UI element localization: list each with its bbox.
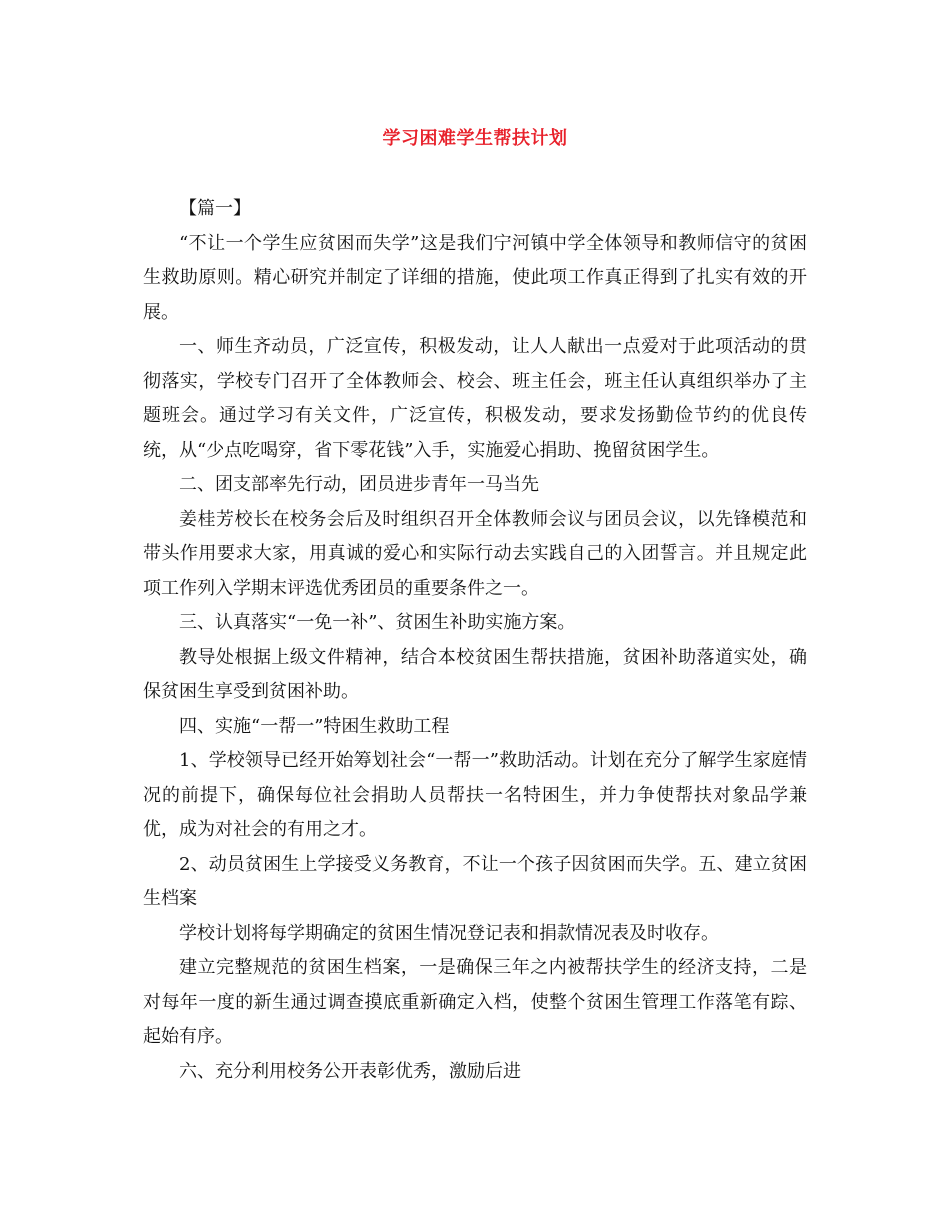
paragraph-intro: “不让一个学生应贫困而失学”这是我们宁河镇中学全体领导和教师信守的贫困生救助原则。精心研究并制定了详细的措施，使此项工作真正得到了扎实有效的开展。: [143, 232, 807, 323]
heading-one-help-one: 四、实施“一帮一”特困生救助工程: [179, 715, 450, 737]
heading-commendation: 六、充分利用校务公开表彰优秀，激励后进: [179, 1060, 521, 1082]
section-label: 【篇一】: [179, 198, 251, 219]
paragraph-subsidy: 教导处根据上级文件精神，结合本校贫困生帮扶措施，贫困补助落道实处，确保贫困生享受到贫困补助。: [143, 646, 807, 702]
paragraph-records-1: 学校计划将每学期确定的贫困生情况登记表和捐款情况表及时收存。: [179, 922, 719, 944]
heading-subsidy: 三、认真落实“一免一补”、贫困生补助实施方案。: [179, 612, 576, 633]
document-body: [143, 192, 807, 1089]
paragraph-mobilize: 一、师生齐动员，广泛宣传，积极发动，让人人献出一点爱对于此项活动的贯彻落实，学校专门召开了全体教师会、校会、班主任会，班主任认真组织举办了主题班会。通过学习有关文件，广泛宣传，积极发动，要求发扬勤俭节约的优良传统，从“少点吃喝穿，省下零花钱”入手，实施爱心捐助、挽留贫困学生。: [143, 336, 807, 461]
heading-league-action: 二、团支部率先行动，团员进步青年一马当先: [179, 474, 539, 495]
document-title: 学习困难学生帮扶计划: [382, 128, 568, 149]
paragraph-one-help-one-2: 2、动员贫困生上学接受义务教育，不让一个孩子因贫困而失学。五、建立贫困生档案: [143, 853, 807, 909]
paragraph-records-2: 建立完整规范的贫困生档案，一是确保三年之内被帮扶学生的经济支持，二是对每年一度的新生通过调查摸底重新确定入档，使整个贫困生管理工作落笔有踪、起始有序。: [143, 957, 807, 1047]
paragraph-one-help-one-1: 1、学校领导已经开始筹划社会“一帮一”救助活动。计划在充分了解学生家庭情况的前提下，确保每位社会捐助人员帮扶一名特困生，并力争使帮扶对象品学兼优，成为对社会的有用之才。: [143, 750, 807, 840]
paragraph-league-action: 姜桂芳校长在校务会后及时组织召开全体教师会议与团员会议，以先锋模范和带头作用要求大家，用真诚的爱心和实际行动去实践自己的入团誓言。并且规定此项工作列入学期末评选优秀团员的重要条件之一。: [143, 508, 807, 599]
